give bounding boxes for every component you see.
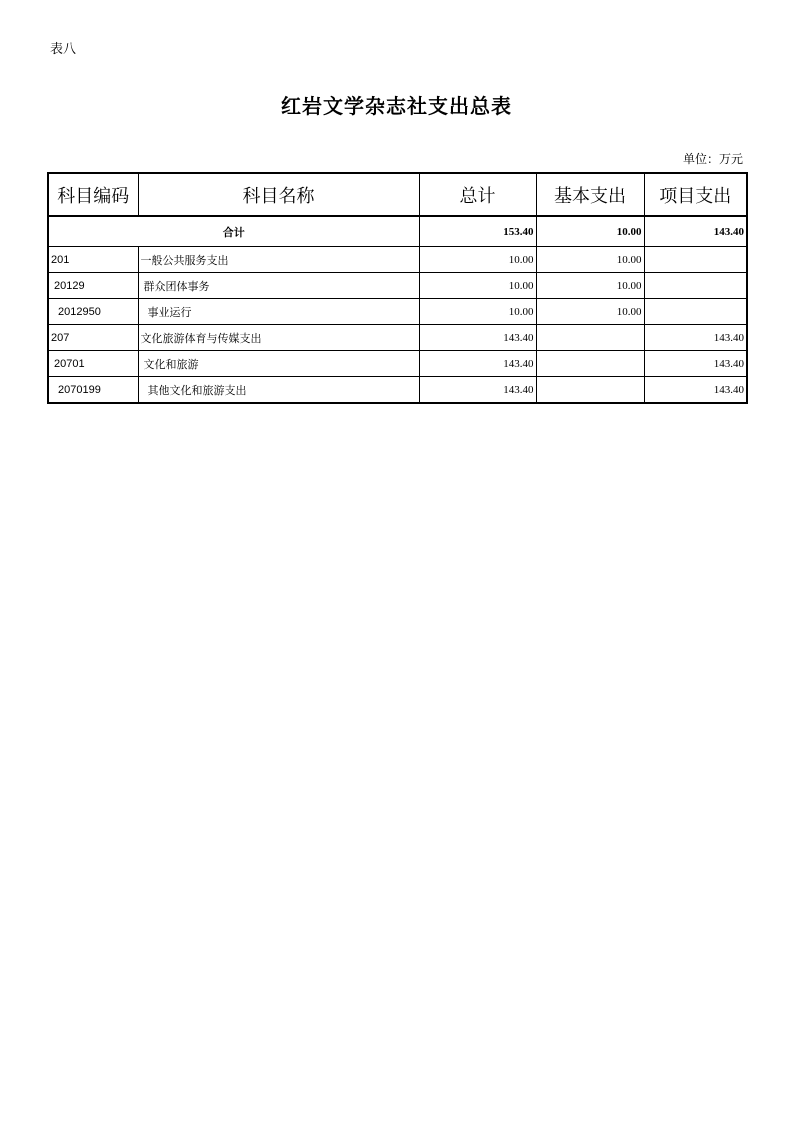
row-basic: 10.00 bbox=[536, 299, 644, 325]
table-header-row bbox=[48, 173, 747, 216]
row-name: 文化旅游体育与传媒支出 bbox=[138, 325, 419, 351]
header-subject-code: 科目编码 bbox=[48, 173, 138, 216]
row-code: 2012950 bbox=[48, 299, 138, 325]
row-basic bbox=[536, 351, 644, 377]
total-row bbox=[48, 216, 747, 247]
table-row bbox=[48, 351, 747, 377]
table-row bbox=[48, 377, 747, 404]
row-project bbox=[644, 299, 747, 325]
row-total: 143.40 bbox=[419, 351, 536, 377]
table-row bbox=[48, 273, 747, 299]
row-total: 143.40 bbox=[419, 377, 536, 404]
row-code: 201 bbox=[48, 247, 138, 273]
row-code: 20701 bbox=[48, 351, 138, 377]
row-code: 207 bbox=[48, 325, 138, 351]
row-basic bbox=[536, 325, 644, 351]
row-basic: 10.00 bbox=[536, 247, 644, 273]
total-label: 合计 bbox=[48, 216, 419, 247]
table-row bbox=[48, 299, 747, 325]
row-name: 文化和旅游 bbox=[138, 351, 419, 377]
row-project: 143.40 bbox=[644, 325, 747, 351]
total-total: 153.40 bbox=[419, 216, 536, 247]
row-code: 2070199 bbox=[48, 377, 138, 404]
total-basic: 10.00 bbox=[536, 216, 644, 247]
row-total: 143.40 bbox=[419, 325, 536, 351]
row-name: 事业运行 bbox=[138, 299, 419, 325]
row-total: 10.00 bbox=[419, 273, 536, 299]
row-code: 20129 bbox=[48, 273, 138, 299]
table-row bbox=[48, 325, 747, 351]
row-project: 143.40 bbox=[644, 351, 747, 377]
total-project: 143.40 bbox=[644, 216, 747, 247]
page-title: 红岩文学杂志社支出总表 bbox=[281, 94, 512, 118]
row-project bbox=[644, 273, 747, 299]
row-total: 10.00 bbox=[419, 299, 536, 325]
row-name: 群众团体事务 bbox=[138, 273, 419, 299]
row-basic: 10.00 bbox=[536, 273, 644, 299]
row-name: 其他文化和旅游支出 bbox=[138, 377, 419, 404]
row-project bbox=[644, 247, 747, 273]
row-project: 143.40 bbox=[644, 377, 747, 404]
header-total: 总计 bbox=[419, 173, 536, 216]
table-row bbox=[48, 247, 747, 273]
row-name: 一般公共服务支出 bbox=[138, 247, 419, 273]
expenditure-table bbox=[47, 172, 748, 404]
row-basic bbox=[536, 377, 644, 404]
unit-label: 单位：万元 bbox=[682, 152, 743, 166]
row-total: 10.00 bbox=[419, 247, 536, 273]
header-subject-name: 科目名称 bbox=[138, 173, 419, 216]
page-label: 表八 bbox=[50, 42, 77, 57]
header-project-expenditure: 项目支出 bbox=[644, 173, 747, 216]
header-basic-expenditure: 基本支出 bbox=[536, 173, 644, 216]
